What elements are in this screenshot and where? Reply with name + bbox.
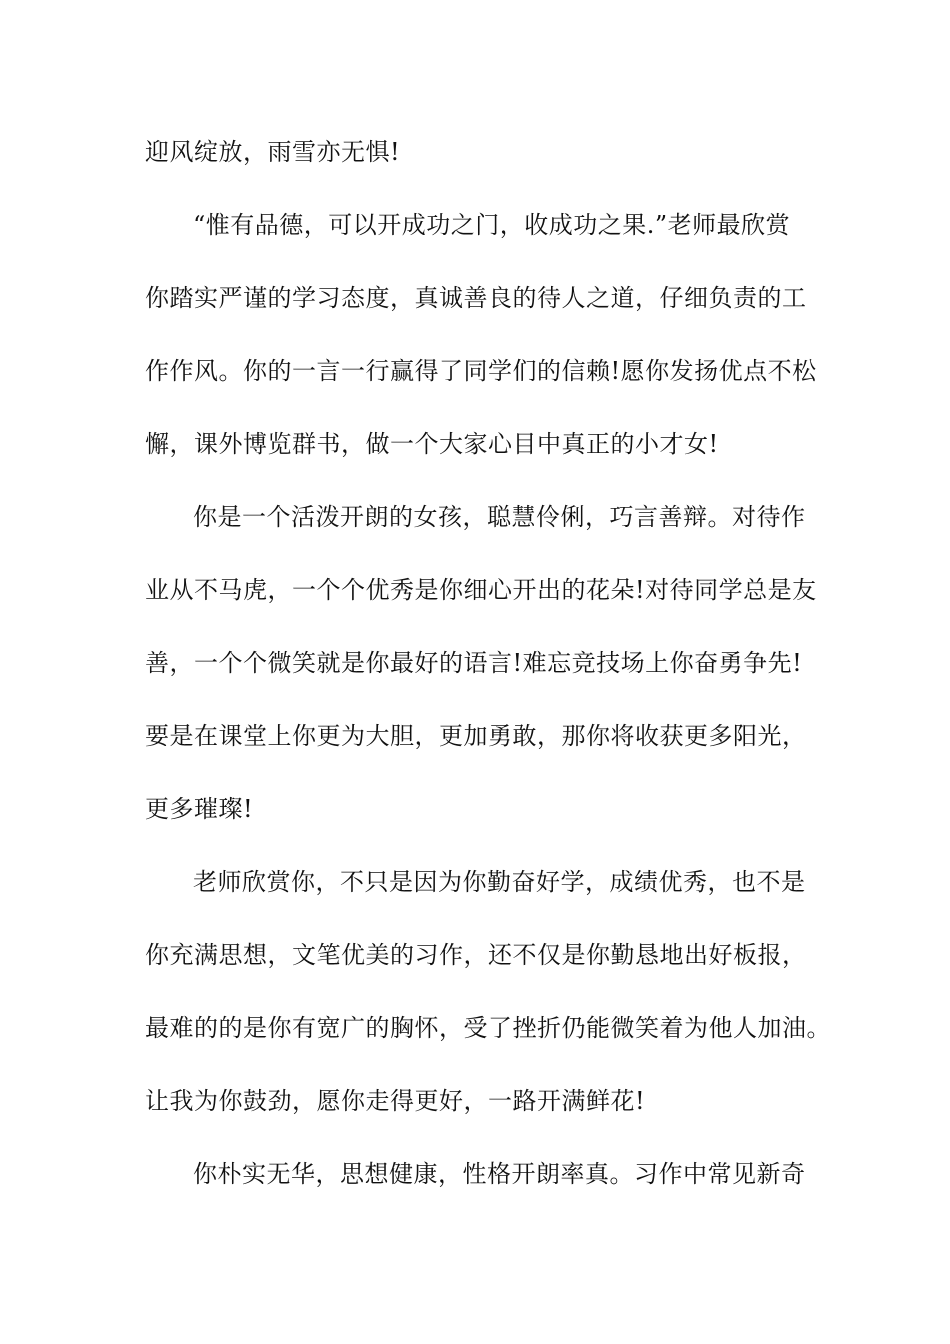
- text-line: 最难的的是你有宽广的胸怀，受了挫折仍能微笑着为他人加油。: [145, 1014, 831, 1042]
- paragraph-first-line: “惟有品德，可以开成功之门，收成功之果.”老师最欣赏: [193, 211, 791, 239]
- text-line: 你充满思想，文笔优美的习作，还不仅是你勤恳地出好板报，: [145, 941, 807, 969]
- text-line: 作作风。你的一言一行赢得了同学们的信赖!愿你发扬优点不松: [145, 357, 817, 385]
- paragraph-first-line: 你朴实无华，思想健康，性格开朗率真。习作中常见新奇: [193, 1160, 806, 1188]
- paragraph-first-line: 你是一个活泼开朗的女孩，聪慧伶俐，巧言善辩。对待作: [193, 503, 806, 531]
- paragraph-first-line: 老师欣赏你，不只是因为你勤奋好学，成绩优秀，也不是: [193, 868, 806, 896]
- text-line: 要是在课堂上你更为大胆，更加勇敢，那你将收获更多阳光，: [145, 722, 807, 750]
- text-line: 你踏实严谨的学习态度，真诚善良的待人之道，仔细负责的工: [145, 284, 807, 312]
- text-line: 懈，课外博览群书，做一个大家心目中真正的小才女!: [145, 430, 719, 458]
- text-line: 业从不马虎，一个个优秀是你细心开出的花朵!对待同学总是友: [145, 576, 817, 604]
- text-line: 善，一个个微笑就是你最好的语言!难忘竞技场上你奋勇争先!: [145, 649, 803, 677]
- text-line: 更多璀璨!: [145, 795, 254, 823]
- text-line: 迎风绽放，雨雪亦无惧!: [145, 138, 401, 166]
- text-line: 让我为你鼓劲，愿你走得更好，一路开满鲜花!: [145, 1087, 646, 1115]
